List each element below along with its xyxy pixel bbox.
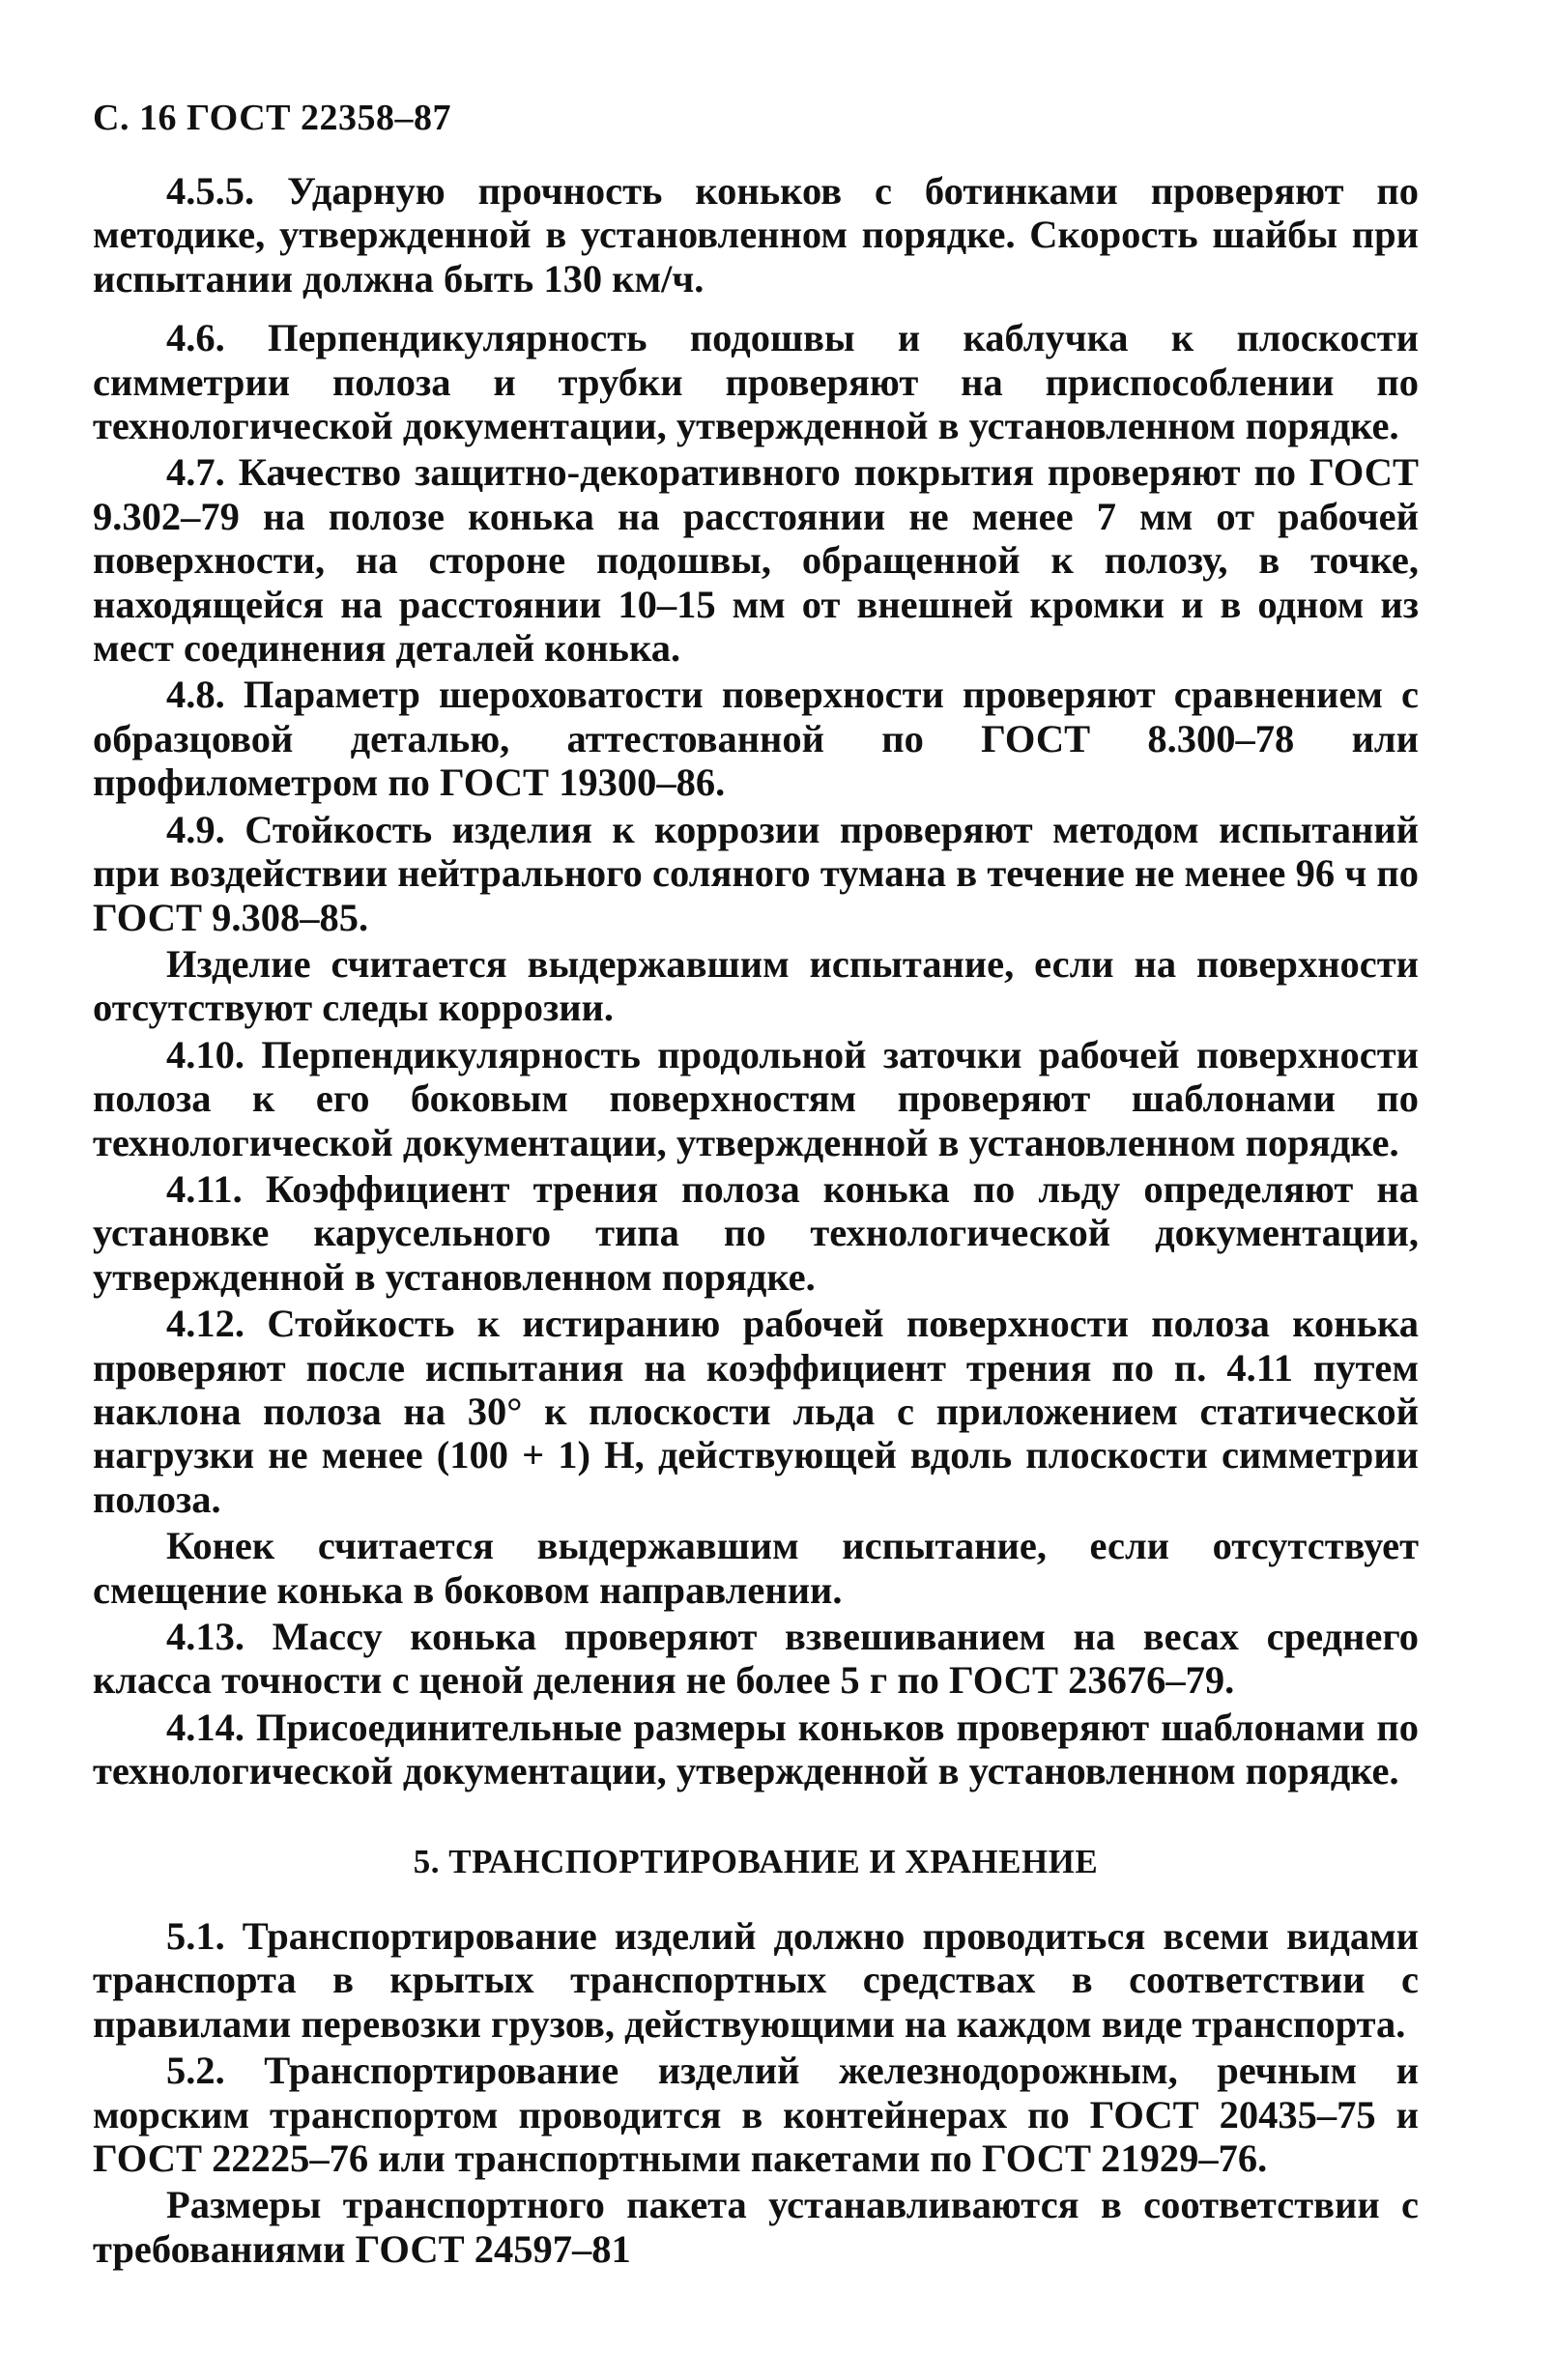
paragraph-4-14: 4.14. Присоединительные размеры коньков проверяют шаблонами по технологической документации, утвержденной в установленном порядке.	[93, 1705, 1419, 1793]
page-header: С. 16 ГОСТ 22358–87	[93, 98, 451, 138]
paragraph-4-5-5: 4.5.5. Ударную прочность коньков с ботинками проверяют по методике, утвержденной в установленном порядке. Скорость шайбы при испытании должна быть 130 км/ч.	[93, 169, 1419, 301]
paragraph-4-6: 4.6. Перпендикулярность подошвы и каблучка к плоскости симметрии полоза и трубки проверяют на приспособлении по технологической документации, утвержденной в установленном порядке.	[93, 316, 1419, 448]
paragraph-4-11: 4.11. Коэффициент трения полоза конька по льду определяют на установке карусельного типа по технологической документации, утвержденной в установленном порядке.	[93, 1166, 1419, 1299]
paragraph-5-2-note: Размеры транспортного пакета устанавливаются в соответствии с требованиями ГОСТ 24597–81	[93, 2183, 1419, 2271]
paragraph-4-9: 4.9. Стойкость изделия к коррозии проверяют методом испытаний при воздействии нейтрального соляного тумана в течение не менее 96 ч по ГОСТ 9.308–85.	[93, 807, 1419, 939]
paragraph-5-1: 5.1. Транспортирование изделий должно проводиться всеми видами транспорта в крытых транспортных средствах в соответствии с правилами перевозки грузов, действующими на каждом виде транспорта.	[93, 1914, 1419, 2046]
paragraph-4-12: 4.12. Стойкость к истиранию рабочей поверхности полоза конька проверяют после испытания на коэффициент трения по п. 4.11 путем наклона полоза на 30° к плоскости льда с приложением статической нагрузки не менее (100 + 1) Н, действующей вдоль плоскости симметрии полоза.	[93, 1302, 1419, 1521]
section-5-title: 5. ТРАНСПОРТИРОВАНИЕ И ХРАНЕНИЕ	[413, 1842, 1099, 1880]
paragraph-4-12-note: Конек считается выдержавшим испытание, если отсутствует смещение конька в боковом направлении.	[93, 1524, 1419, 1612]
paragraph-4-10: 4.10. Перпендикулярность продольной заточки рабочей поверхности полоза к его боковым поверхностям проверяют шаблонами по технологической документации, утвержденной в установленном порядке.	[93, 1032, 1419, 1164]
document-body	[93, 169, 1419, 2274]
paragraph-4-8: 4.8. Параметр шероховатости поверхности проверяют сравнением с образцовой деталью, аттестованной по ГОСТ 8.300–78 или профилометром по ГОСТ 19300–86.	[93, 673, 1419, 805]
paragraph-4-7: 4.7. Качество защитно-декоративного покрытия проверяют по ГОСТ 9.302–79 на полозе конька на расстоянии не менее 7 мм от рабочей поверхности, на стороне подошвы, обращенной к полозу, в точке, находящейся на расстоянии 10–15 мм от внешней кромки и в одном из мест соединения деталей конька.	[93, 450, 1419, 671]
paragraph-4-9-note: Изделие считается выдержавшим испытание, если на поверхности отсутствуют следы коррозии.	[93, 941, 1419, 1030]
paragraph-5-2: 5.2. Транспортирование изделий железнодорожным, речным и морским транспортом проводится в контейнерах по ГОСТ 20435–75 и ГОСТ 22225–76 или транспортными пакетами по ГОСТ 21929–76.	[93, 2049, 1419, 2181]
paragraph-4-13: 4.13. Массу конька проверяют взвешиванием на весах среднего класса точности с ценой деления не более 5 г по ГОСТ 23676–79.	[93, 1615, 1419, 1703]
